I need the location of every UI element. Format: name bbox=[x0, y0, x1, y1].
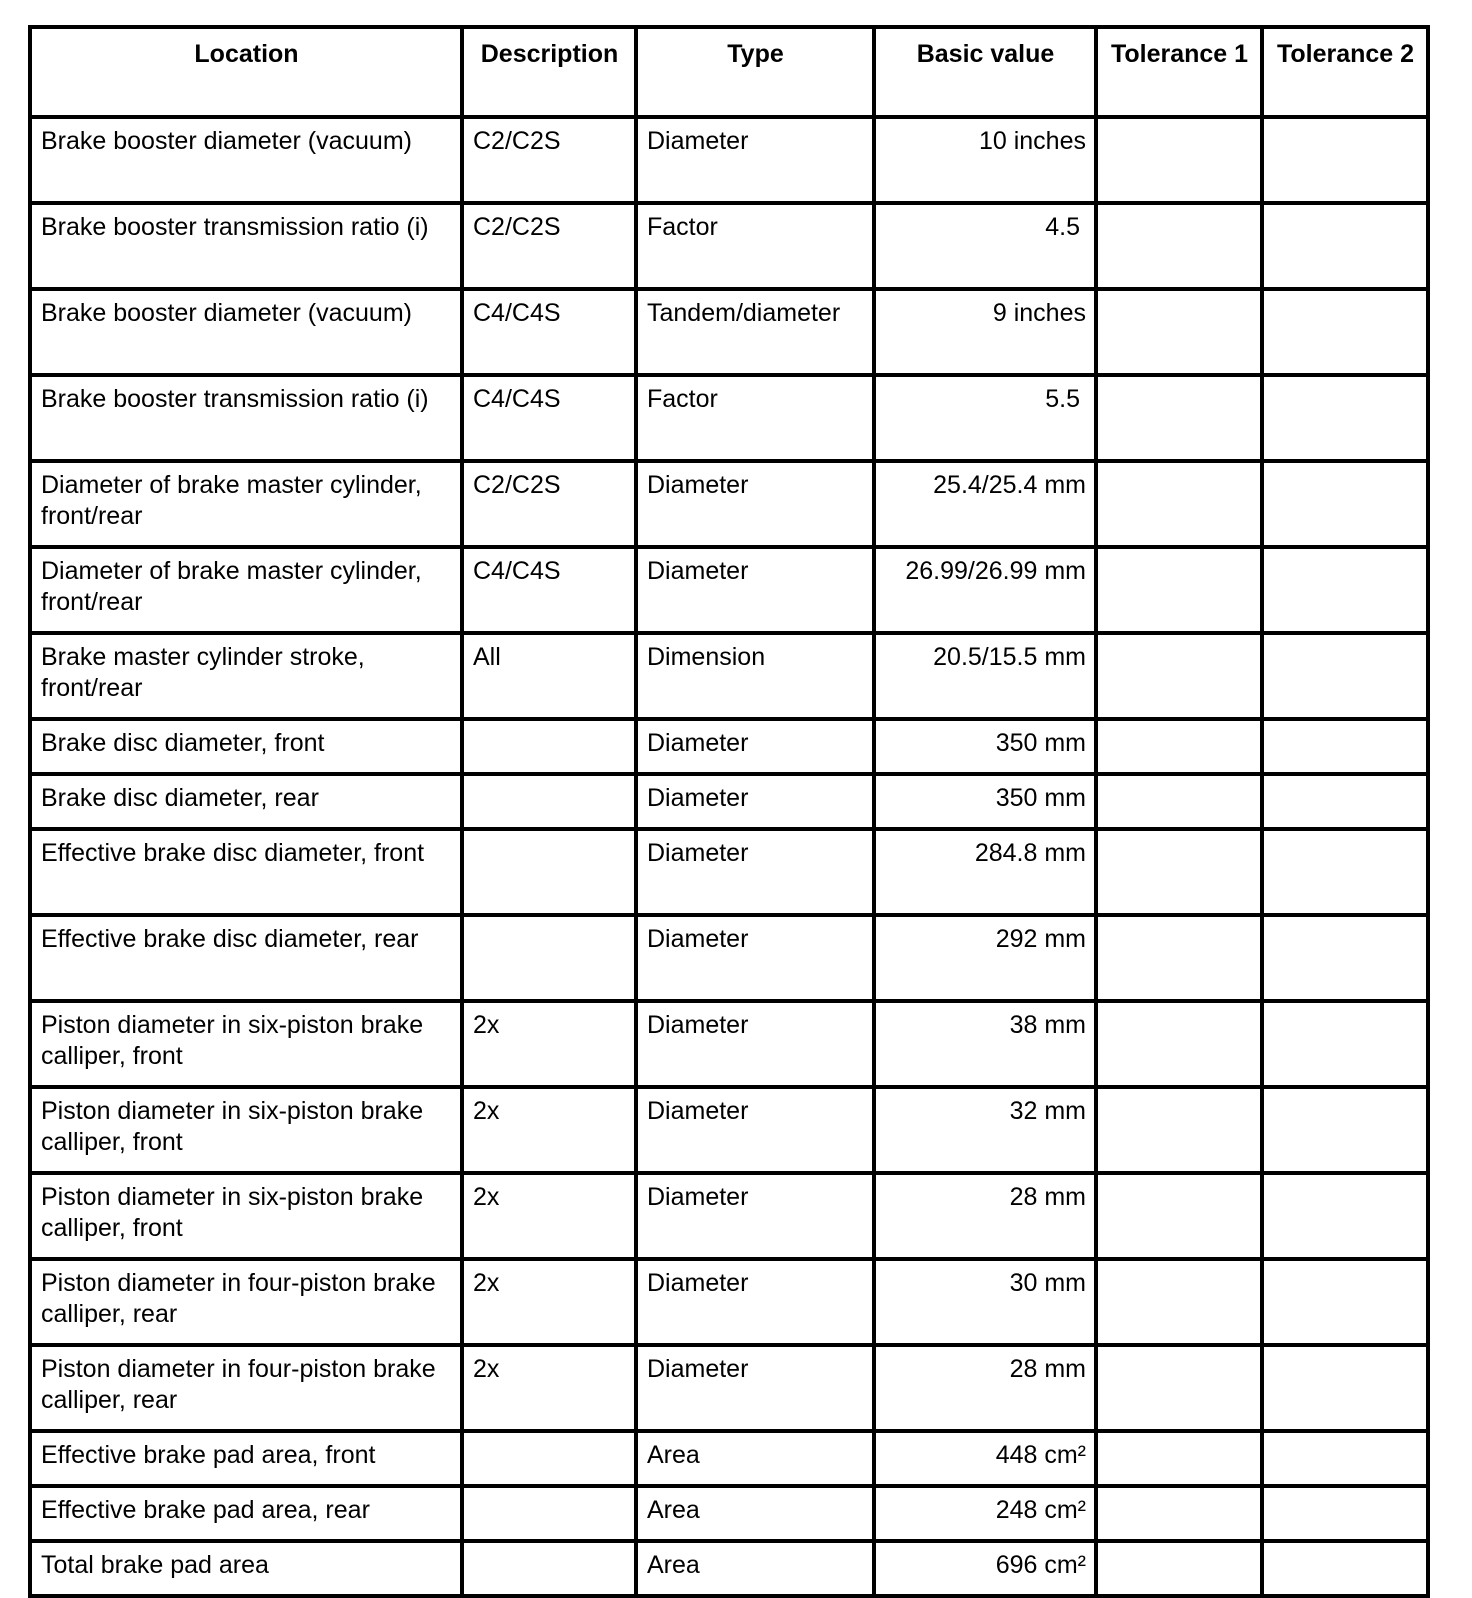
cell-location: Total brake pad area bbox=[30, 1541, 462, 1596]
cell-tolerance-2 bbox=[1262, 1431, 1428, 1486]
cell-type: Dimension bbox=[636, 633, 874, 719]
table-row bbox=[30, 1345, 1428, 1431]
cell-tolerance-2 bbox=[1262, 1001, 1428, 1087]
cell-description: C4/C4S bbox=[462, 289, 636, 375]
cell-tolerance-2 bbox=[1262, 1541, 1428, 1596]
header-tolerance-2: Tolerance 2 bbox=[1262, 27, 1428, 117]
table-row bbox=[30, 117, 1428, 203]
cell-tolerance-1 bbox=[1096, 1541, 1262, 1596]
header-location: Location bbox=[30, 27, 462, 117]
cell-type: Diameter bbox=[636, 1173, 874, 1259]
cell-description: 2x bbox=[462, 1345, 636, 1431]
table-row bbox=[30, 829, 1428, 915]
cell-type: Area bbox=[636, 1541, 874, 1596]
table-row bbox=[30, 1001, 1428, 1087]
cell-description: 2x bbox=[462, 1001, 636, 1087]
cell-tolerance-2 bbox=[1262, 547, 1428, 633]
cell-location: Diameter of brake master cylinder, front/rear bbox=[30, 461, 462, 547]
cell-type: Tandem/diameter bbox=[636, 289, 874, 375]
cell-type: Diameter bbox=[636, 719, 874, 774]
cell-type: Diameter bbox=[636, 117, 874, 203]
cell-tolerance-2 bbox=[1262, 1087, 1428, 1173]
cell-basic-value: 25.4/25.4 mm bbox=[874, 461, 1096, 547]
cell-type: Diameter bbox=[636, 915, 874, 1001]
table-row bbox=[30, 719, 1428, 774]
table-row bbox=[30, 289, 1428, 375]
table-body bbox=[30, 117, 1428, 1596]
cell-location: Piston diameter in four-piston brake calliper, rear bbox=[30, 1345, 462, 1431]
cell-basic-value: 696 cm² bbox=[874, 1541, 1096, 1596]
cell-tolerance-1 bbox=[1096, 1345, 1262, 1431]
cell-basic-value: 28 mm bbox=[874, 1173, 1096, 1259]
cell-location: Diameter of brake master cylinder, front/rear bbox=[30, 547, 462, 633]
cell-basic-value: 9 inches bbox=[874, 289, 1096, 375]
cell-tolerance-2 bbox=[1262, 203, 1428, 289]
cell-description: 2x bbox=[462, 1259, 636, 1345]
cell-tolerance-2 bbox=[1262, 633, 1428, 719]
cell-tolerance-1 bbox=[1096, 1431, 1262, 1486]
header-type: Type bbox=[636, 27, 874, 117]
table-row bbox=[30, 203, 1428, 289]
header-row bbox=[30, 27, 1428, 117]
cell-tolerance-1 bbox=[1096, 1001, 1262, 1087]
cell-type: Diameter bbox=[636, 1345, 874, 1431]
cell-type: Factor bbox=[636, 375, 874, 461]
cell-location: Effective brake pad area, rear bbox=[30, 1486, 462, 1541]
table-row bbox=[30, 1087, 1428, 1173]
table-row bbox=[30, 633, 1428, 719]
cell-description bbox=[462, 915, 636, 1001]
cell-location: Brake master cylinder stroke, front/rear bbox=[30, 633, 462, 719]
cell-tolerance-1 bbox=[1096, 547, 1262, 633]
cell-location: Piston diameter in four-piston brake calliper, rear bbox=[30, 1259, 462, 1345]
cell-tolerance-1 bbox=[1096, 915, 1262, 1001]
cell-basic-value: 248 cm² bbox=[874, 1486, 1096, 1541]
cell-basic-value: 350 mm bbox=[874, 774, 1096, 829]
cell-tolerance-1 bbox=[1096, 829, 1262, 915]
cell-location: Effective brake disc diameter, front bbox=[30, 829, 462, 915]
cell-description: All bbox=[462, 633, 636, 719]
cell-tolerance-2 bbox=[1262, 829, 1428, 915]
cell-tolerance-2 bbox=[1262, 117, 1428, 203]
cell-location: Brake disc diameter, rear bbox=[30, 774, 462, 829]
cell-location: Brake booster transmission ratio (i) bbox=[30, 203, 462, 289]
cell-basic-value: 284.8 mm bbox=[874, 829, 1096, 915]
cell-description: 2x bbox=[462, 1173, 636, 1259]
cell-type: Diameter bbox=[636, 1259, 874, 1345]
cell-description bbox=[462, 829, 636, 915]
cell-tolerance-1 bbox=[1096, 289, 1262, 375]
cell-description: 2x bbox=[462, 1087, 636, 1173]
table-row bbox=[30, 915, 1428, 1001]
cell-tolerance-2 bbox=[1262, 1486, 1428, 1541]
cell-description bbox=[462, 719, 636, 774]
cell-type: Diameter bbox=[636, 547, 874, 633]
cell-type: Diameter bbox=[636, 774, 874, 829]
cell-description: C2/C2S bbox=[462, 461, 636, 547]
cell-tolerance-1 bbox=[1096, 1486, 1262, 1541]
cell-tolerance-2 bbox=[1262, 1345, 1428, 1431]
table-row bbox=[30, 1541, 1428, 1596]
cell-description bbox=[462, 1541, 636, 1596]
header-description: Description bbox=[462, 27, 636, 117]
cell-basic-value: 26.99/26.99 mm bbox=[874, 547, 1096, 633]
table-row bbox=[30, 375, 1428, 461]
cell-location: Brake booster diameter (vacuum) bbox=[30, 289, 462, 375]
cell-basic-value: 10 inches bbox=[874, 117, 1096, 203]
table-row bbox=[30, 774, 1428, 829]
cell-location: Brake booster transmission ratio (i) bbox=[30, 375, 462, 461]
cell-basic-value: 32 mm bbox=[874, 1087, 1096, 1173]
cell-description bbox=[462, 1486, 636, 1541]
cell-basic-value: 350 mm bbox=[874, 719, 1096, 774]
cell-description: C2/C2S bbox=[462, 117, 636, 203]
cell-tolerance-1 bbox=[1096, 1173, 1262, 1259]
cell-description: C2/C2S bbox=[462, 203, 636, 289]
table-row bbox=[30, 461, 1428, 547]
header-basic-value: Basic value bbox=[874, 27, 1096, 117]
brake-spec-table bbox=[28, 25, 1430, 1598]
cell-location: Brake booster diameter (vacuum) bbox=[30, 117, 462, 203]
cell-type: Factor bbox=[636, 203, 874, 289]
cell-tolerance-1 bbox=[1096, 633, 1262, 719]
cell-tolerance-1 bbox=[1096, 203, 1262, 289]
header-tolerance-1: Tolerance 1 bbox=[1096, 27, 1262, 117]
cell-type: Diameter bbox=[636, 461, 874, 547]
cell-tolerance-2 bbox=[1262, 915, 1428, 1001]
cell-tolerance-2 bbox=[1262, 289, 1428, 375]
cell-description bbox=[462, 1431, 636, 1486]
cell-tolerance-2 bbox=[1262, 461, 1428, 547]
cell-tolerance-1 bbox=[1096, 117, 1262, 203]
cell-basic-value: 448 cm² bbox=[874, 1431, 1096, 1486]
cell-basic-value: 5.5 bbox=[874, 375, 1096, 461]
cell-basic-value: 292 mm bbox=[874, 915, 1096, 1001]
cell-description: C4/C4S bbox=[462, 375, 636, 461]
cell-basic-value: 28 mm bbox=[874, 1345, 1096, 1431]
cell-location: Piston diameter in six-piston brake calliper, front bbox=[30, 1087, 462, 1173]
cell-tolerance-1 bbox=[1096, 1259, 1262, 1345]
cell-type: Area bbox=[636, 1486, 874, 1541]
cell-type: Diameter bbox=[636, 1087, 874, 1173]
cell-location: Effective brake pad area, front bbox=[30, 1431, 462, 1486]
cell-type: Diameter bbox=[636, 829, 874, 915]
cell-tolerance-2 bbox=[1262, 1173, 1428, 1259]
cell-tolerance-1 bbox=[1096, 719, 1262, 774]
cell-tolerance-2 bbox=[1262, 375, 1428, 461]
cell-type: Diameter bbox=[636, 1001, 874, 1087]
cell-tolerance-1 bbox=[1096, 1087, 1262, 1173]
cell-basic-value: 20.5/15.5 mm bbox=[874, 633, 1096, 719]
table-row bbox=[30, 1486, 1428, 1541]
table-row bbox=[30, 1173, 1428, 1259]
cell-type: Area bbox=[636, 1431, 874, 1486]
cell-location: Brake disc diameter, front bbox=[30, 719, 462, 774]
cell-description bbox=[462, 774, 636, 829]
cell-tolerance-1 bbox=[1096, 375, 1262, 461]
cell-basic-value: 30 mm bbox=[874, 1259, 1096, 1345]
cell-tolerance-2 bbox=[1262, 719, 1428, 774]
table-row bbox=[30, 1259, 1428, 1345]
cell-location: Effective brake disc diameter, rear bbox=[30, 915, 462, 1001]
cell-basic-value: 38 mm bbox=[874, 1001, 1096, 1087]
cell-tolerance-1 bbox=[1096, 461, 1262, 547]
cell-basic-value: 4.5 bbox=[874, 203, 1096, 289]
cell-description: C4/C4S bbox=[462, 547, 636, 633]
cell-tolerance-2 bbox=[1262, 1259, 1428, 1345]
cell-tolerance-1 bbox=[1096, 774, 1262, 829]
table-header bbox=[30, 27, 1428, 117]
table-row bbox=[30, 1431, 1428, 1486]
cell-tolerance-2 bbox=[1262, 774, 1428, 829]
cell-location: Piston diameter in six-piston brake calliper, front bbox=[30, 1001, 462, 1087]
cell-location: Piston diameter in six-piston brake calliper, front bbox=[30, 1173, 462, 1259]
table-row bbox=[30, 547, 1428, 633]
